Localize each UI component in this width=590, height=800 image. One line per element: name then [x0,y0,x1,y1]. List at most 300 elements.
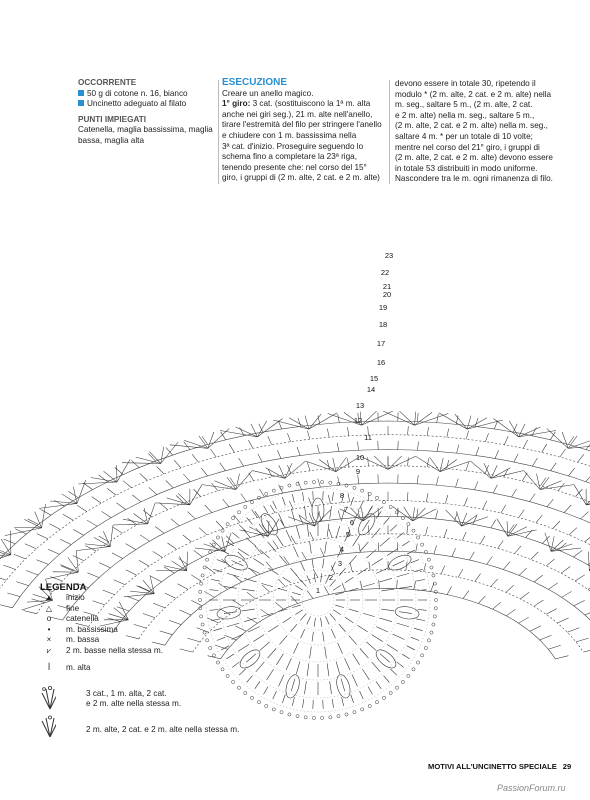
stitch-mark [390,669,397,675]
stitch-mark [164,567,174,573]
stitch-mark [338,414,340,423]
stitch-mark [414,628,423,631]
round-number: 8 [339,491,345,500]
stitch-mark [383,518,389,525]
stitch-mark [205,505,212,513]
shell-stitch [439,413,467,429]
stitch-mark [87,573,99,578]
stitch-mark [368,457,369,466]
increase-icon: ⩗ [46,645,52,655]
stitch-mark [292,494,294,503]
stitch-mark [131,460,139,467]
chain-mark [237,511,240,514]
stitch-mark [314,573,315,582]
stitch-mark [418,442,419,451]
round-number: 17 [376,339,386,348]
stitch-mark [260,550,270,559]
chain-mark [304,716,307,719]
stitch-mark [567,628,579,633]
stitch-mark [456,479,459,488]
stitch-mark [555,656,568,659]
stitch-mark [167,543,176,550]
stitch-mark [437,414,439,423]
stitch-mark [301,562,305,571]
stitch-mark [562,591,572,597]
round-number: 7 [343,505,349,514]
shell-stitch [388,456,416,469]
stitch-mark [287,433,290,441]
shell-stitch [484,463,491,478]
stitch-mark [506,585,514,592]
stitch-mark [330,681,332,694]
stitch-mark [470,552,475,560]
stitch-mark [41,509,52,515]
stitch-mark [232,561,244,566]
stitch-mark [560,449,566,457]
material-item: 50 g di cotone n. 16, bianco [78,89,218,100]
stitch-mark [211,449,217,457]
instructions-line: mentre nel corso del 21° giro, i gruppi di [395,142,540,152]
chain-mark [416,536,419,539]
chain-mark [244,505,247,508]
chain-mark [226,523,229,526]
stitch-mark [68,491,78,497]
stitch-mark [155,527,164,534]
stitch-mark [363,613,375,616]
stitch-mark [360,691,364,699]
stitch-mark [331,629,335,638]
shell-stitch [400,411,415,425]
chain-mark [389,691,392,694]
shell-stitch [35,512,42,528]
stitch-mark [232,533,239,539]
stitch-mark [298,418,301,427]
stitch-mark [349,636,357,645]
stitch-mark [24,611,37,614]
stitch-mark [307,524,309,537]
stitch-mark [407,492,408,501]
stitch-mark [557,618,568,623]
stitch-mark [307,663,309,676]
stitch-mark [102,511,112,517]
stitch-mark [447,586,452,594]
stitch-mark [350,563,352,572]
shell-stitch [509,421,518,437]
chain-mark [321,716,324,719]
stitch-mark [372,528,381,538]
shell-stitch [588,552,589,571]
shell-stitch [362,411,377,425]
stitch-mark [462,532,466,540]
stitch-mark [229,444,234,452]
shell-stitch [361,507,363,521]
stitch-mark [338,510,340,519]
shell-stitch [0,548,11,555]
stitch-mark [353,654,360,665]
shell-stitch [446,510,462,526]
instructions-line: m. seg., saltare 5 m., (2 m. alte, 2 cat. [395,100,533,110]
instructions-line: e chiudere con 1 m. bassissima nella [222,130,357,140]
stitch-mark [273,541,279,549]
shell-stitch [416,456,440,471]
chain-mark [407,674,410,677]
stitch-mark [366,642,376,651]
stitch-mark [273,501,277,509]
stitch-mark [302,552,307,560]
stitch-mark [362,669,369,680]
footer-title: MOTIVI ALL'UNCINETTO SPECIALE [428,762,557,771]
round-number: 16 [376,358,386,367]
watermark: PassionForum.ru [497,783,566,793]
stitch-mark [223,499,229,507]
shell-stitch [547,428,568,448]
stitch-mark [351,497,354,506]
stitch-mark [441,566,445,574]
stitch-mark [266,562,273,570]
stitch-mark [282,497,285,506]
stitch-mark [359,544,361,553]
stitch-mark [380,654,390,663]
stitch-mark [548,583,557,590]
stitch-mark [366,550,376,559]
round-number: 6 [349,518,355,527]
shell-stitch [113,524,148,525]
stitch-mark [77,505,87,511]
stitch-mark [501,505,506,513]
round-number: 12 [353,416,363,425]
chain-mark [304,481,307,484]
stitch-mark [424,563,426,572]
chain-mark [368,704,371,707]
stitch-mark [520,592,529,599]
stitch-mark [291,509,295,521]
stitch-mark [519,568,527,575]
chain-mark [432,623,435,626]
stitch-mark [37,560,49,565]
shell-stitch [76,551,78,572]
stitch-mark [504,469,508,477]
stitch-mark [299,516,303,524]
shell-stitch [363,507,383,521]
stitch-mark [493,602,501,609]
stitch-mark [149,487,157,494]
stitch-mark [369,562,370,571]
stitch-mark [332,699,333,708]
chain-mark [389,505,392,508]
chain-mark [424,646,427,649]
stitch-mark [339,624,346,632]
stitch-mark [534,575,543,582]
stitch-mark [387,549,398,556]
stitch-mark [574,550,583,557]
stitch-mark [318,479,321,488]
chain-mark [206,558,209,561]
stitch-mark [541,478,547,486]
chain-mark [432,574,435,577]
shell-stitch [190,485,202,505]
stitch-mark [379,578,391,582]
page-number: 29 [562,762,572,771]
instructions-line: tirare l'estremità del filo per stringere l'anello [222,120,382,130]
stitch-mark [581,512,589,519]
stitches-line: bassa, maglia alta [78,135,144,145]
stitch-mark [92,497,101,504]
stitch-mark [380,538,390,547]
stitch-mark [258,454,262,462]
shell-stitch [315,510,331,526]
stitch-mark [140,473,148,480]
stitch-mark [296,526,300,538]
stitch-mark [416,579,425,581]
stitch-mark [333,585,341,590]
shell-stitch [440,461,470,472]
stitch-mark [289,501,293,509]
stitch-mark [286,530,291,542]
stitch-mark [360,542,369,552]
stitch-mark [345,658,350,670]
instructions-line: devono essere in totale 30, ripetendo il [395,79,536,88]
stitch-mark [199,528,207,535]
stitches-line: Catenella, maglia bassissima, maglia [78,125,213,135]
shell-stitch [76,547,110,551]
stitch-mark [14,554,26,559]
stitch-mark [531,552,538,559]
shell-stitch [430,457,441,472]
shell-stitch [187,552,188,571]
stitch-mark [300,614,306,621]
instructions-line: saltare 4 m. * per un totale di 10 volte; [395,131,533,141]
stitch-mark [546,609,557,615]
stitch-mark [50,577,62,581]
stitch-mark [151,576,162,582]
stitch-mark [418,610,427,611]
stitch-mark [26,571,38,575]
legend [40,582,300,741]
stitch-mark [431,583,434,592]
stitch-mark [241,494,247,502]
stitch-mark [476,447,479,456]
round-number: 3 [337,559,343,568]
stitches-title: PUNTI IMPIEGATI [78,114,147,124]
stitch-mark [434,545,437,554]
instructions-line: 1° giro: 3 cat. (sostituiscono la 1ª m. alta [222,99,371,109]
stitch-mark [295,574,301,582]
stitch-mark [378,543,379,552]
shell-stitch [253,471,285,479]
stitch-mark [324,586,329,594]
stitch-mark [411,637,419,640]
shell-stitch [574,485,586,505]
stitch-mark [506,609,515,616]
chain-mark [329,716,332,719]
stitch-mark [473,516,477,524]
stitch-mark [512,489,517,497]
stitch-mark [372,635,383,642]
round-number: 18 [378,320,388,329]
stitch-mark [475,418,478,427]
stitch-mark [530,626,541,631]
instructions-line: e 2 m. alte) nella m. seg., saltare 5 m., [395,110,535,120]
stitch-mark [436,477,438,486]
shell-stitch [415,412,416,426]
shell-stitch [0,555,11,565]
stitch-mark [360,648,369,658]
stitch-mark [568,468,574,476]
stitch-mark [358,475,359,484]
stitch-mark [330,614,336,621]
stitch-mark [73,530,84,536]
stitch-mark [397,573,409,577]
stitch-mark [363,583,375,586]
stitch-mark [478,596,485,604]
stitch-mark [174,460,181,468]
stitch-mark [466,431,469,440]
stitch-mark [376,681,381,688]
stitch-mark [347,458,348,467]
stitch-mark [317,445,319,454]
round-number: 13 [355,401,365,410]
shell-stitch [78,482,117,484]
shell-stitch [315,511,320,526]
stitch-mark [0,576,6,580]
stitch-mark [191,575,201,581]
stitch-mark [327,429,329,438]
stitch-mark [399,586,412,588]
shell-stitch [586,493,590,505]
stitch-mark [201,468,207,476]
shell-stitch [14,527,41,528]
stitch-mark [277,450,281,458]
stitch-mark [416,619,425,621]
chain-mark [201,574,204,577]
stitch-mark [397,662,404,668]
stitch-mark [561,567,570,574]
stitch-mark [372,558,383,565]
stitch-mark [206,567,215,574]
shell-stitch [24,519,41,528]
stitch-mark [447,429,449,438]
stitch-mark [327,663,329,676]
material-item: Uncinetto adeguato al filato [78,99,218,110]
stitch-mark [568,436,574,444]
shell-stitch [471,461,492,478]
stitch-mark [398,508,399,517]
stitch-mark [408,457,409,466]
stitch-mark [325,616,329,624]
chain-mark [232,516,235,519]
stitch-mark [358,625,368,631]
stitch-mark [323,632,324,642]
round-number: 22 [380,268,390,277]
stitch-mark [491,520,496,528]
chain-mark [375,701,378,704]
stitch-mark [226,536,233,543]
shell-stitch [161,447,164,464]
v-group-icon [38,715,56,739]
shell-stitch [50,501,77,504]
round-number: 14 [366,385,376,394]
stitch-mark [463,591,469,599]
stitch-mark [352,675,357,687]
stitch-mark [99,475,108,482]
stitch-mark [348,493,350,502]
chain-mark [312,480,315,483]
chain-mark [433,615,436,618]
stitch-mark [279,514,284,526]
stitch-mark [542,536,549,543]
stitch-mark [564,505,571,513]
shell-stitch [494,419,519,437]
stitch-mark [585,610,590,615]
stitch-mark [253,558,264,565]
shell-stitch [285,461,306,478]
stitch-mark [444,529,447,538]
stitch-mark [574,600,585,606]
instructions-line: modulo * (2 m. alte, 2 cat. e 2 m. alte) nella [395,89,552,99]
stitch-mark [307,591,313,599]
stitch-mark [464,498,467,506]
stitch-mark [336,661,340,673]
stitch-mark [408,426,409,435]
stitch-mark [393,634,405,639]
stitch-mark [87,520,97,526]
stitch-mark [358,442,359,451]
shell-stitch [148,503,156,524]
stitch-mark [309,498,312,506]
shell-stitch [524,471,541,490]
shell-stitch [251,424,257,437]
shell-stitch [39,504,77,509]
chain-mark [353,486,356,489]
stitch-mark [238,549,249,556]
stitch-mark [407,646,415,650]
shell-stitch [336,457,347,472]
stitch-mark [307,616,311,624]
stitch-mark [452,548,456,556]
stitch-mark [523,440,527,448]
stitch-mark [402,654,410,659]
page-footer [428,762,571,771]
shell-stitch [374,456,388,470]
stitch-mark [547,499,553,507]
round-number: 5 [345,530,351,539]
chain-mark [312,716,315,719]
chain-mark [329,481,332,484]
shell-stitch [220,431,257,437]
stitch-mark [247,518,253,525]
shell-stitch [545,533,551,552]
stitch-mark [268,469,272,477]
stitch-mark [485,433,488,441]
stitch-mark [348,427,349,436]
stitch-mark [246,538,256,547]
stitch-mark [345,577,353,582]
shell-stitch [266,468,285,479]
stitch-mark [480,536,485,544]
stitch-mark [376,627,388,632]
chain-mark [345,713,348,716]
instructions-line: 3ª cat. d'inizio. Proseguire seguendo lo [222,141,364,151]
chain-mark [368,492,371,495]
stitch-mark [399,612,412,614]
stitch-mark [194,550,203,557]
stitch-mark [213,569,222,572]
stitch-mark [211,579,220,581]
chain-mark [265,492,268,495]
stitch-mark [291,536,296,544]
shell-stitch [413,508,426,521]
shell-stitch [46,572,79,579]
